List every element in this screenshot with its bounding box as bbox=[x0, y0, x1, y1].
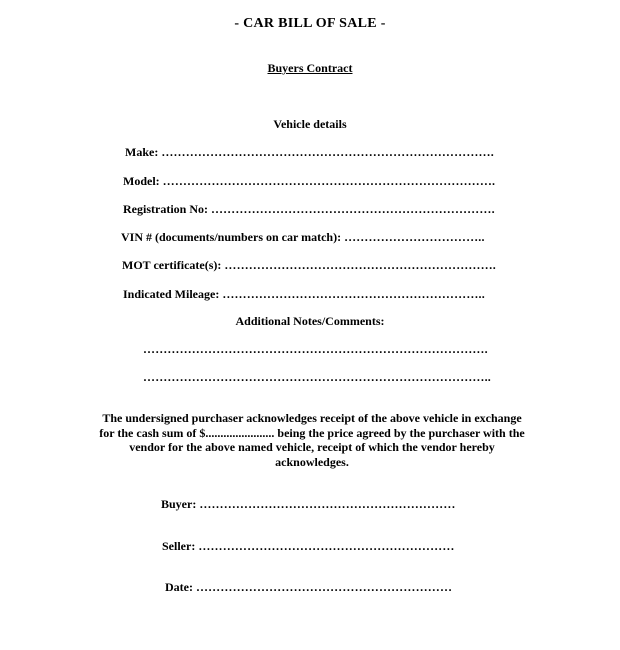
buyer-signature-field bbox=[161, 497, 456, 511]
acknowledgement-line: vendor for the above named vehicle, receipt of which the vendor hereby bbox=[129, 440, 495, 454]
vin-label: VIN # (documents/numbers on car match): bbox=[121, 230, 342, 244]
buyer-label: Buyer: bbox=[161, 497, 197, 511]
mileage-blank: ……………………………………………………….. bbox=[222, 287, 485, 301]
acknowledgement-line: acknowledges. bbox=[275, 454, 349, 469]
make-label: Make: bbox=[125, 145, 159, 159]
make-blank: ………………………………………………………………………. bbox=[161, 145, 494, 159]
buyer-blank: ……………………………………………………… bbox=[199, 497, 456, 511]
date-field bbox=[165, 580, 452, 594]
mot-blank: …………………………………………………………. bbox=[224, 258, 497, 272]
seller-blank: ……………………………………………………… bbox=[198, 539, 455, 553]
notes-heading: Additional Notes/Comments: bbox=[235, 314, 385, 328]
make-field bbox=[125, 145, 494, 159]
mot-label: MOT certificate(s): bbox=[122, 258, 222, 272]
registration-field bbox=[123, 202, 495, 216]
vin-blank: …………………………….. bbox=[344, 230, 485, 244]
model-blank: ………………………………………………………………………. bbox=[162, 174, 496, 188]
mileage-field bbox=[123, 287, 485, 301]
mot-field bbox=[122, 258, 496, 272]
date-blank: ……………………………………………………… bbox=[195, 580, 453, 594]
mileage-label: Indicated Mileage: bbox=[123, 287, 220, 301]
registration-blank: ……………………………………………………………. bbox=[210, 202, 495, 216]
vehicle-details-heading: Vehicle details bbox=[273, 117, 347, 131]
model-label: Model: bbox=[123, 174, 160, 188]
seller-signature-field bbox=[162, 539, 455, 553]
registration-label: Registration No: bbox=[123, 202, 208, 216]
acknowledgement-line: The undersigned purchaser acknowledges receipt of the above vehicle in exchange bbox=[102, 411, 522, 425]
vin-field bbox=[121, 230, 485, 244]
document-subtitle: Buyers Contract bbox=[267, 61, 353, 75]
seller-label: Seller: bbox=[162, 539, 196, 553]
document-title: - CAR BILL OF SALE - bbox=[234, 16, 386, 31]
notes-line-1: …………………………………………………………………………. bbox=[143, 342, 488, 356]
acknowledgement-paragraph bbox=[80, 411, 544, 469]
notes-line-2: ………………………………………………………………………….. bbox=[143, 370, 491, 384]
date-label: Date: bbox=[165, 580, 193, 594]
acknowledgement-line: for the cash sum of $....................... being the price agreed by the purchaser with the bbox=[99, 425, 525, 440]
model-field bbox=[123, 174, 495, 188]
